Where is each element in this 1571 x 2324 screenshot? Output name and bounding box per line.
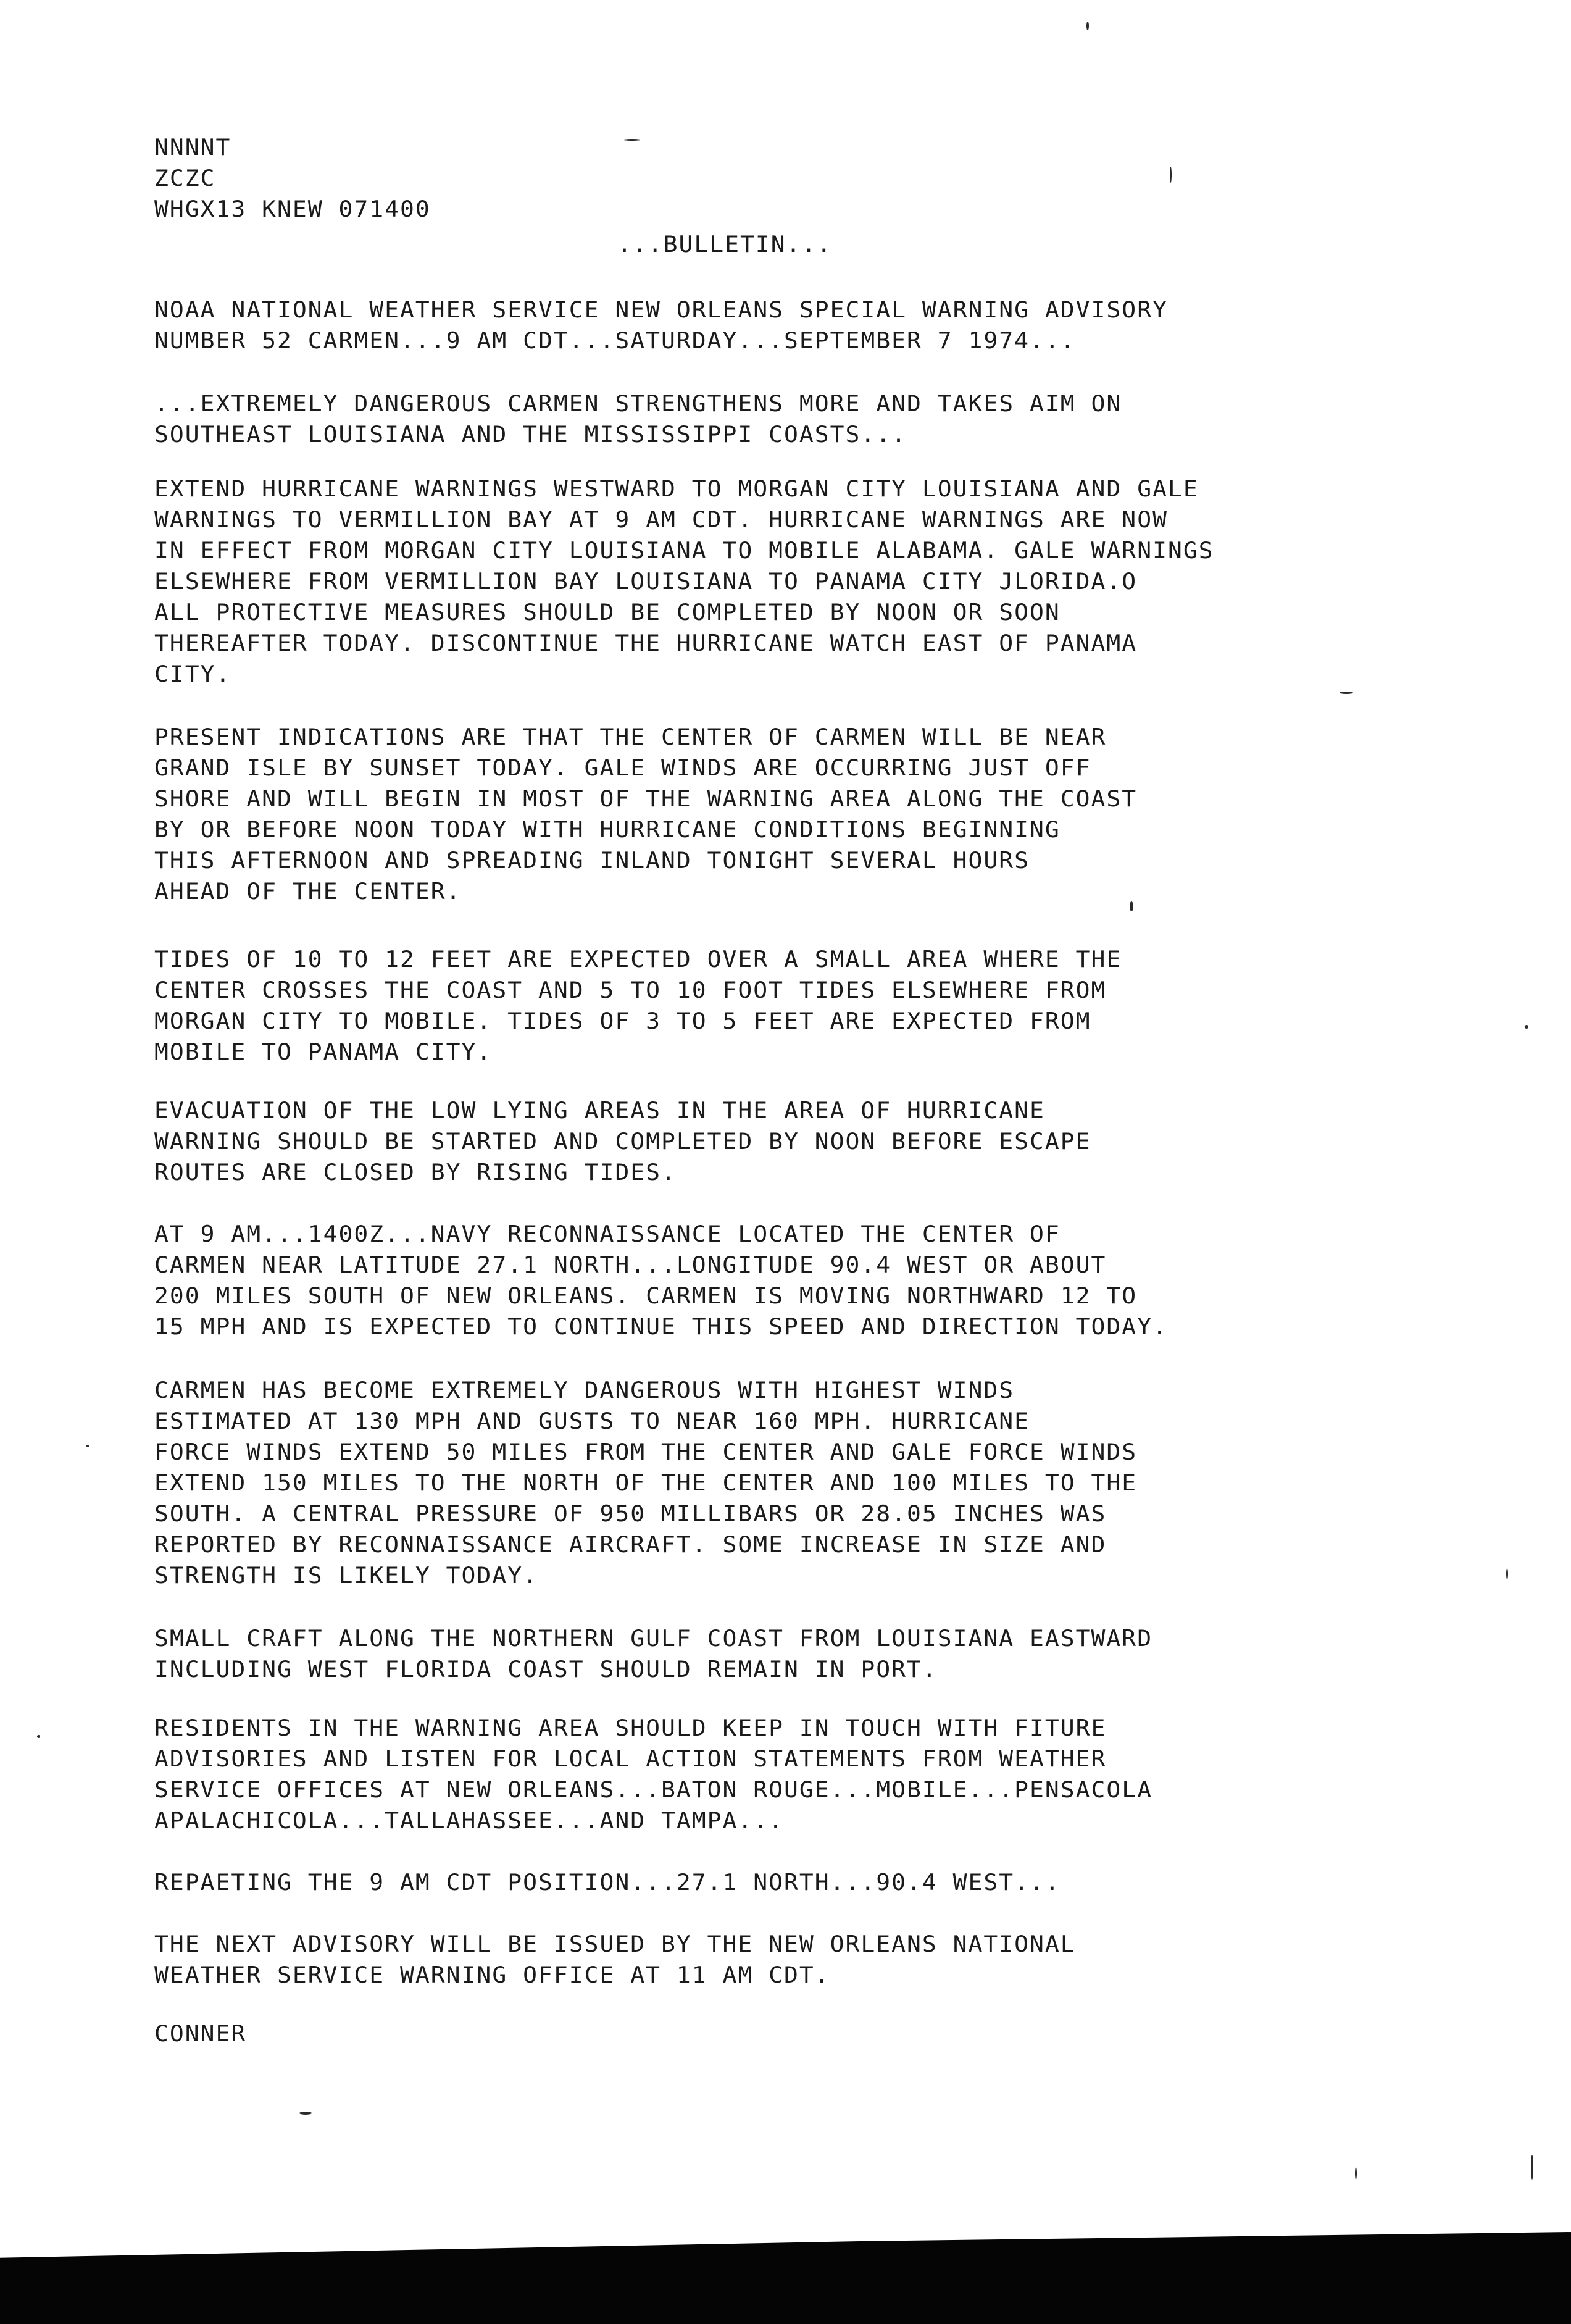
transmission-header [154, 133, 1451, 225]
speckle [86, 1445, 89, 1447]
paragraph-line: MOBILE TO PANAMA CITY. [154, 1039, 493, 1065]
speckle [1340, 692, 1353, 694]
speckle [1355, 2167, 1357, 2180]
paragraph-line: FORCE WINDS EXTEND 50 MILES FROM THE CENTER AND GALE FORCE WINDS [154, 1439, 1138, 1465]
paragraph-line: CARMEN HAS BECOME EXTREMELY DANGEROUS WITH HIGHEST WINDS [154, 1377, 1015, 1403]
paragraph-warnings [154, 474, 1451, 690]
speckle [1130, 901, 1133, 911]
paragraph-small-craft [154, 1624, 1451, 1686]
paragraph-line: ESTIMATED AT 130 MPH AND GUSTS TO NEAR 160 MPH. HURRICANE [154, 1408, 1030, 1434]
paragraph-line: WARNINGS TO VERMILLION BAY AT 9 AM CDT. HURRICANE WARNINGS ARE NOW [154, 506, 1168, 533]
bulletin-heading-wrap [617, 230, 832, 261]
paragraph-line: TIDES OF 10 TO 12 FEET ARE EXPECTED OVER A SMALL AREA WHERE THE [154, 946, 1122, 972]
speckle [299, 2112, 312, 2115]
paragraph-line: APALACHICOLA...TALLAHASSEE...AND TAMPA... [154, 1807, 784, 1834]
paragraph-line: PRESENT INDICATIONS ARE THAT THE CENTER OF CARMEN WILL BE NEAR [154, 724, 1107, 750]
paragraph-line: ELSEWHERE FROM VERMILLION BAY LOUISIANA TO PANAMA CITY JLORIDA.O [154, 568, 1138, 595]
paragraph-line: GRAND ISLE BY SUNSET TODAY. GALE WINDS ARE OCCURRING JUST OFF [154, 754, 1091, 781]
header-line: ZCZC [154, 165, 216, 191]
paragraph-line: 200 MILES SOUTH OF NEW ORLEANS. CARMEN IS MOVING NORTHWARD 12 TO [154, 1282, 1138, 1309]
paragraph-line: ROUTES ARE CLOSED BY RISING TIDES. [154, 1159, 677, 1185]
paragraph-line: IN EFFECT FROM MORGAN CITY LOUISIANA TO MOBILE ALABAMA. GALE WARNINGS [154, 537, 1214, 564]
paragraph-line: NOAA NATIONAL WEATHER SERVICE NEW ORLEANS SPECIAL WARNING ADVISORY [154, 296, 1168, 323]
paragraph-line: SERVICE OFFICES AT NEW ORLEANS...BATON ROUGE...MOBILE...PENSACOLA [154, 1776, 1153, 1803]
paragraph-line: THIS AFTERNOON AND SPREADING INLAND TONIGHT SEVERAL HOURS [154, 847, 1030, 874]
paragraph-repeat-position [154, 1868, 1451, 1899]
paragraph-line: INCLUDING WEST FLORIDA COAST SHOULD REMAIN IN PORT. [154, 1656, 938, 1682]
paragraph-line: WARNING SHOULD BE STARTED AND COMPLETED BY NOON BEFORE ESCAPE [154, 1128, 1091, 1155]
paragraph-line: THE NEXT ADVISORY WILL BE ISSUED BY THE NEW ORLEANS NATIONAL [154, 1931, 1076, 1957]
paragraph-line: SOUTHEAST LOUISIANA AND THE MISSISSIPPI COASTS... [154, 421, 907, 448]
paragraph-line: 15 MPH AND IS EXPECTED TO CONTINUE THIS SPEED AND DIRECTION TODAY. [154, 1313, 1168, 1340]
paragraph-line: EVACUATION OF THE LOW LYING AREAS IN THE AREA OF HURRICANE [154, 1097, 1045, 1124]
paragraph-line: ADVISORIES AND LISTEN FOR LOCAL ACTION STATEMENTS FROM WEATHER [154, 1745, 1107, 1772]
scan-edge-shadow [0, 2232, 1571, 2324]
paragraph-line: STRENGTH IS LIKELY TODAY. [154, 1562, 538, 1589]
paragraph-advisory-title [154, 295, 1451, 357]
paragraph-headline [154, 389, 1451, 451]
paragraph-evacuation [154, 1096, 1451, 1189]
paragraph-line: RESIDENTS IN THE WARNING AREA SHOULD KEEP IN TOUCH WITH FITURE [154, 1715, 1107, 1741]
signature: CONNER [154, 2020, 247, 2047]
paragraph-intensity [154, 1376, 1451, 1592]
speckle [37, 1735, 40, 1738]
paragraph-line: SHORE AND WILL BEGIN IN MOST OF THE WARNING AREA ALONG THE COAST [154, 785, 1138, 812]
paragraph-tides [154, 945, 1451, 1068]
paragraph-line: ALL PROTECTIVE MEASURES SHOULD BE COMPLETED BY NOON OR SOON [154, 599, 1061, 625]
speckle [1531, 2155, 1533, 2180]
speckle [1525, 1025, 1528, 1029]
paragraph-line: AT 9 AM...1400Z...NAVY RECONNAISSANCE LOCATED THE CENTER OF [154, 1221, 1061, 1247]
paragraph-line: MORGAN CITY TO MOBILE. TIDES OF 3 TO 5 FEET ARE EXPECTED FROM [154, 1008, 1091, 1034]
paragraph-line: BY OR BEFORE NOON TODAY WITH HURRICANE CONDITIONS BEGINNING [154, 816, 1061, 843]
speckle [623, 139, 641, 141]
signature-block [154, 2019, 1451, 2050]
paragraph-line: REPORTED BY RECONNAISSANCE AIRCRAFT. SOME INCREASE IN SIZE AND [154, 1531, 1107, 1558]
paragraph-line: CITY. [154, 661, 231, 687]
paragraph-line: SOUTH. A CENTRAL PRESSURE OF 950 MILLIBARS OR 28.05 INCHES WAS [154, 1500, 1107, 1527]
paragraph-line: EXTEND HURRICANE WARNINGS WESTWARD TO MORGAN CITY LOUISIANA AND GALE [154, 475, 1199, 502]
bulletin-heading: ...BULLETIN... [617, 231, 833, 257]
header-line: NNNNT [154, 134, 231, 161]
paragraph-line: WEATHER SERVICE WARNING OFFICE AT 11 AM CDT. [154, 1962, 830, 1988]
paragraph-residents [154, 1713, 1451, 1837]
header-line: WHGX13 KNEW 071400 [154, 196, 431, 222]
paragraph-line: SMALL CRAFT ALONG THE NORTHERN GULF COAST FROM LOUISIANA EASTWARD [154, 1625, 1153, 1652]
paragraph-next-advisory [154, 1929, 1451, 1991]
paragraph-line: CARMEN NEAR LATITUDE 27.1 NORTH...LONGITUDE 90.4 WEST OR ABOUT [154, 1252, 1107, 1278]
speckle [1506, 1568, 1508, 1579]
paragraph-line: REPAETING THE 9 AM CDT POSITION...27.1 NORTH...90.4 WEST... [154, 1869, 1061, 1896]
paragraph-position [154, 1219, 1451, 1343]
paragraph-indications [154, 722, 1451, 908]
paragraph-line: EXTEND 150 MILES TO THE NORTH OF THE CENTER AND 100 MILES TO THE [154, 1469, 1138, 1496]
speckle [1170, 167, 1172, 183]
paragraph-line: THEREAFTER TODAY. DISCONTINUE THE HURRICANE WATCH EAST OF PANAMA [154, 630, 1138, 656]
paragraph-line: ...EXTREMELY DANGEROUS CARMEN STRENGTHENS MORE AND TAKES AIM ON [154, 390, 1122, 417]
paragraph-line: AHEAD OF THE CENTER. [154, 878, 462, 905]
speckle [1086, 22, 1089, 30]
paragraph-line: NUMBER 52 CARMEN...9 AM CDT...SATURDAY...SEPTEMBER 7 1974... [154, 327, 1076, 354]
paragraph-line: CENTER CROSSES THE COAST AND 5 TO 10 FOOT TIDES ELSEWHERE FROM [154, 977, 1107, 1003]
